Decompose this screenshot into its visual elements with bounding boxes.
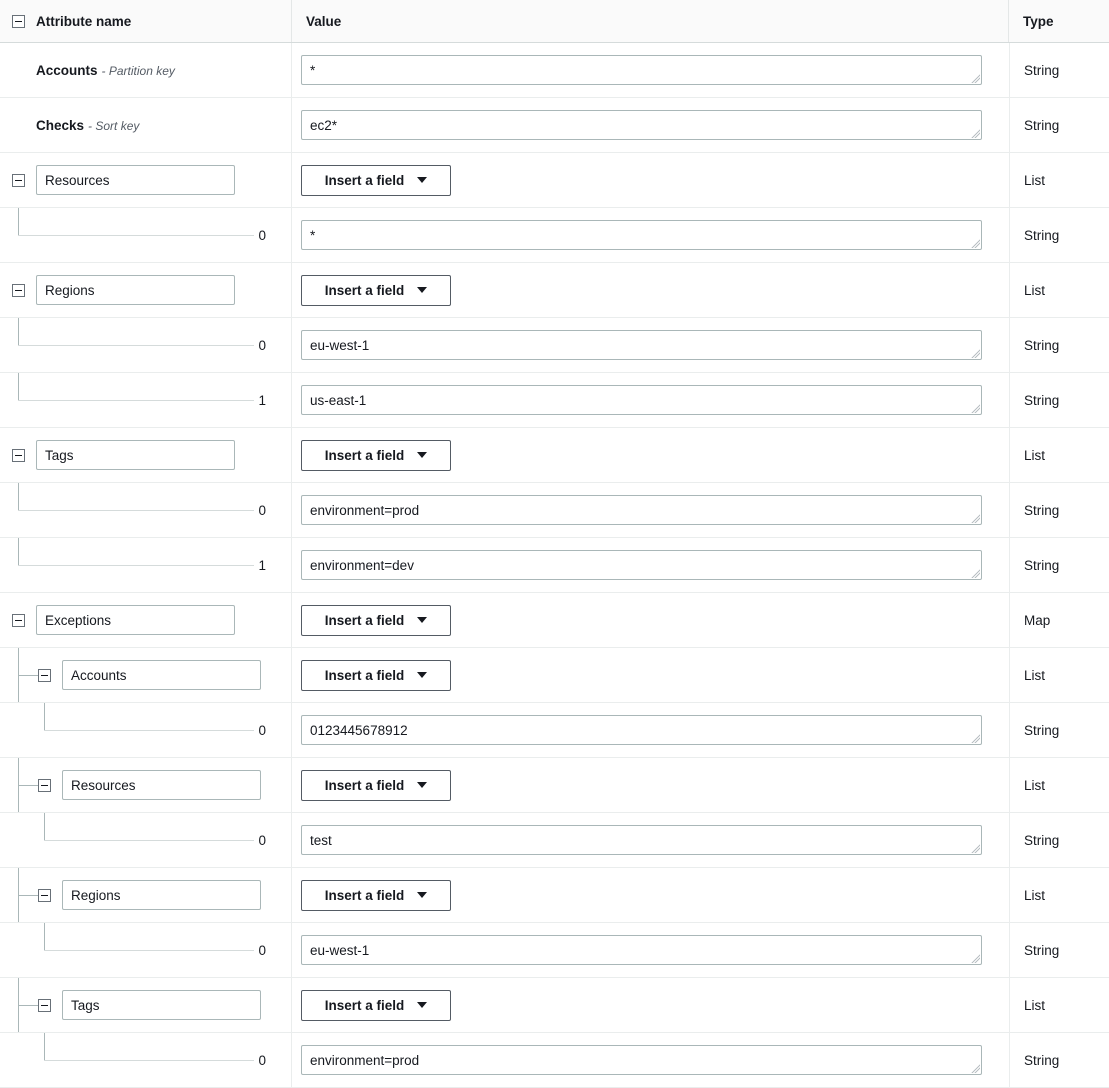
attribute-name-cell <box>0 813 291 867</box>
chevron-down-icon <box>417 617 427 623</box>
attribute-name-cell <box>0 318 291 372</box>
table-row <box>0 648 1109 703</box>
attribute-name-cell <box>0 428 291 482</box>
tree-line-horizontal <box>44 840 254 841</box>
insert-a-field-label: Insert a field <box>324 997 405 1013</box>
tree-node <box>38 880 261 910</box>
type-label: String <box>1009 923 1109 977</box>
table-row <box>0 1033 1109 1088</box>
value-cell <box>291 483 1009 537</box>
value-cell <box>291 978 1009 1032</box>
insert-a-field-label: Insert a field <box>324 172 405 188</box>
table-row <box>0 373 1109 428</box>
tree-line-horizontal <box>18 345 254 346</box>
tree-line-horizontal <box>44 950 254 951</box>
attribute-name-cell <box>0 648 291 702</box>
table-row <box>0 758 1109 813</box>
collapse-node-icon[interactable] <box>12 614 25 627</box>
type-label: String <box>1009 318 1109 372</box>
attribute-name-input[interactable] <box>36 605 235 635</box>
collapse-node-icon[interactable] <box>38 779 51 792</box>
table-row <box>0 153 1109 208</box>
type-label: String <box>1009 483 1109 537</box>
value-input[interactable] <box>301 330 982 360</box>
attribute-name-input[interactable] <box>62 660 261 690</box>
value-cell <box>291 813 1009 867</box>
insert-a-field-button[interactable] <box>301 880 451 911</box>
attribute-name-cell <box>0 483 291 537</box>
list-index-label: 0 <box>258 942 266 958</box>
list-index-label: 0 <box>258 337 266 353</box>
collapse-node-icon[interactable] <box>12 449 25 462</box>
attribute-key-label <box>12 118 139 133</box>
value-input[interactable] <box>301 825 982 855</box>
attribute-name-input[interactable] <box>62 990 261 1020</box>
header-attribute-name-label: Attribute name <box>36 13 132 29</box>
value-cell <box>291 98 1009 152</box>
tree-line-vertical <box>18 483 19 510</box>
list-index-label: 0 <box>258 722 266 738</box>
attribute-name-cell <box>0 538 291 592</box>
value-cell <box>291 923 1009 977</box>
value-input[interactable] <box>301 1045 982 1075</box>
attribute-name-cell <box>0 758 291 812</box>
insert-a-field-label: Insert a field <box>324 667 405 683</box>
attribute-name-text: Checks <box>36 117 85 133</box>
table-row <box>0 318 1109 373</box>
chevron-down-icon <box>417 1002 427 1008</box>
table-row <box>0 868 1109 923</box>
insert-a-field-label: Insert a field <box>324 612 405 628</box>
chevron-down-icon <box>417 452 427 458</box>
table-body <box>0 43 1109 1088</box>
insert-a-field-label: Insert a field <box>324 887 405 903</box>
tree-line-vertical <box>18 373 19 400</box>
attribute-name-cell <box>0 208 291 262</box>
table-row <box>0 923 1109 978</box>
tree-line-horizontal <box>18 235 254 236</box>
list-index-label: 1 <box>258 392 266 408</box>
attribute-key-label <box>12 63 175 78</box>
tree-line-vertical <box>44 1033 45 1060</box>
tree-node <box>38 770 261 800</box>
attribute-name-input[interactable] <box>36 275 235 305</box>
tree-line-horizontal <box>44 730 254 731</box>
tree-line-vertical <box>18 318 19 345</box>
collapse-node-icon[interactable] <box>38 669 51 682</box>
attribute-name-cell <box>0 98 291 152</box>
attribute-name-input[interactable] <box>62 770 261 800</box>
value-cell <box>291 538 1009 592</box>
value-cell <box>291 428 1009 482</box>
table-row <box>0 208 1109 263</box>
list-index-label: 0 <box>258 502 266 518</box>
header-value-label: Value <box>306 13 342 29</box>
value-input[interactable] <box>301 110 982 140</box>
insert-a-field-button[interactable] <box>301 660 451 691</box>
chevron-down-icon <box>417 287 427 293</box>
type-label: List <box>1009 153 1109 207</box>
value-input[interactable] <box>301 220 982 250</box>
value-cell <box>291 868 1009 922</box>
tree-line-vertical <box>44 703 45 730</box>
table-row <box>0 538 1109 593</box>
collapse-node-icon[interactable] <box>38 889 51 902</box>
table-row <box>0 263 1109 318</box>
table-row <box>0 813 1109 868</box>
table-row <box>0 483 1109 538</box>
tree-node <box>38 660 261 690</box>
value-input[interactable] <box>301 715 982 745</box>
type-label: String <box>1009 703 1109 757</box>
chevron-down-icon <box>417 672 427 678</box>
tree-line-vertical <box>44 923 45 950</box>
value-input[interactable] <box>301 935 982 965</box>
type-label: String <box>1009 813 1109 867</box>
type-label: String <box>1009 98 1109 152</box>
value-cell <box>291 1033 1009 1087</box>
collapse-node-icon[interactable] <box>12 174 25 187</box>
table-row <box>0 703 1109 758</box>
chevron-down-icon <box>417 177 427 183</box>
type-label: String <box>1009 1033 1109 1087</box>
value-cell <box>291 208 1009 262</box>
attribute-name-cell <box>0 153 291 207</box>
list-index-label: 1 <box>258 557 266 573</box>
tree-line-horizontal <box>18 565 254 566</box>
value-input[interactable] <box>301 55 982 85</box>
table-row <box>0 428 1109 483</box>
attribute-key-type: - Partition key <box>101 63 175 78</box>
tree-node <box>38 990 261 1020</box>
value-cell <box>291 703 1009 757</box>
value-cell <box>291 153 1009 207</box>
header-type-label: Type <box>1023 13 1054 29</box>
collapse-node-icon[interactable] <box>38 999 51 1012</box>
type-label: String <box>1009 208 1109 262</box>
insert-a-field-label: Insert a field <box>324 282 405 298</box>
tree-line-elbow <box>18 1005 38 1006</box>
attribute-name-input[interactable] <box>62 880 261 910</box>
tree-line-vertical <box>18 208 19 235</box>
attribute-name-input[interactable] <box>36 165 235 195</box>
value-cell <box>291 263 1009 317</box>
value-cell <box>291 373 1009 427</box>
tree-line-horizontal <box>18 510 254 511</box>
type-label: List <box>1009 648 1109 702</box>
attribute-name-cell <box>0 593 291 647</box>
tree-node <box>12 440 235 470</box>
table-row <box>0 98 1109 153</box>
tree-node <box>12 275 235 305</box>
type-label: List <box>1009 758 1109 812</box>
type-label: String <box>1009 43 1109 97</box>
type-label: String <box>1009 373 1109 427</box>
tree-line-elbow <box>18 785 38 786</box>
insert-a-field-button[interactable] <box>301 990 451 1021</box>
insert-a-field-button[interactable] <box>301 770 451 801</box>
list-index-label: 0 <box>258 227 266 243</box>
value-cell <box>291 318 1009 372</box>
tree-line-horizontal <box>18 400 254 401</box>
insert-a-field-button[interactable] <box>301 605 451 636</box>
insert-a-field-button[interactable] <box>301 165 451 196</box>
value-cell <box>291 758 1009 812</box>
tree-node <box>12 165 235 195</box>
chevron-down-icon <box>417 892 427 898</box>
tree-line-horizontal <box>44 1060 254 1061</box>
collapse-node-icon[interactable] <box>12 284 25 297</box>
attribute-name-cell <box>0 923 291 977</box>
value-input[interactable] <box>301 495 982 525</box>
attribute-name-cell <box>0 373 291 427</box>
tree-line-elbow <box>18 895 38 896</box>
attribute-name-text: Accounts <box>36 62 98 78</box>
table-row <box>0 978 1109 1033</box>
header-attribute-name-cell <box>0 14 291 29</box>
type-label: List <box>1009 263 1109 317</box>
value-cell <box>291 43 1009 97</box>
insert-a-field-label: Insert a field <box>324 447 405 463</box>
attribute-name-cell <box>0 1033 291 1087</box>
tree-line-vertical <box>44 813 45 840</box>
attribute-key-type: - Sort key <box>88 118 140 133</box>
value-input[interactable] <box>301 385 982 415</box>
type-label: String <box>1009 538 1109 592</box>
chevron-down-icon <box>417 782 427 788</box>
tree-line-vertical <box>18 538 19 565</box>
collapse-all-icon[interactable] <box>12 15 25 28</box>
attribute-name-cell <box>0 978 291 1032</box>
value-cell <box>291 593 1009 647</box>
insert-a-field-button[interactable] <box>301 440 451 471</box>
type-label: Map <box>1009 593 1109 647</box>
tree-node <box>12 605 235 635</box>
attribute-name-cell <box>0 703 291 757</box>
type-label: List <box>1009 868 1109 922</box>
type-label: List <box>1009 428 1109 482</box>
table-row <box>0 593 1109 648</box>
value-cell <box>291 648 1009 702</box>
table-row <box>0 43 1109 98</box>
attribute-name-cell <box>0 43 291 97</box>
attribute-name-cell <box>0 868 291 922</box>
attribute-name-input[interactable] <box>36 440 235 470</box>
table-header <box>0 0 1109 43</box>
insert-a-field-label: Insert a field <box>324 777 405 793</box>
list-index-label: 0 <box>258 832 266 848</box>
attribute-name-cell <box>0 263 291 317</box>
insert-a-field-button[interactable] <box>301 275 451 306</box>
value-input[interactable] <box>301 550 982 580</box>
tree-line-elbow <box>18 675 38 676</box>
type-label: List <box>1009 978 1109 1032</box>
list-index-label: 0 <box>258 1052 266 1068</box>
